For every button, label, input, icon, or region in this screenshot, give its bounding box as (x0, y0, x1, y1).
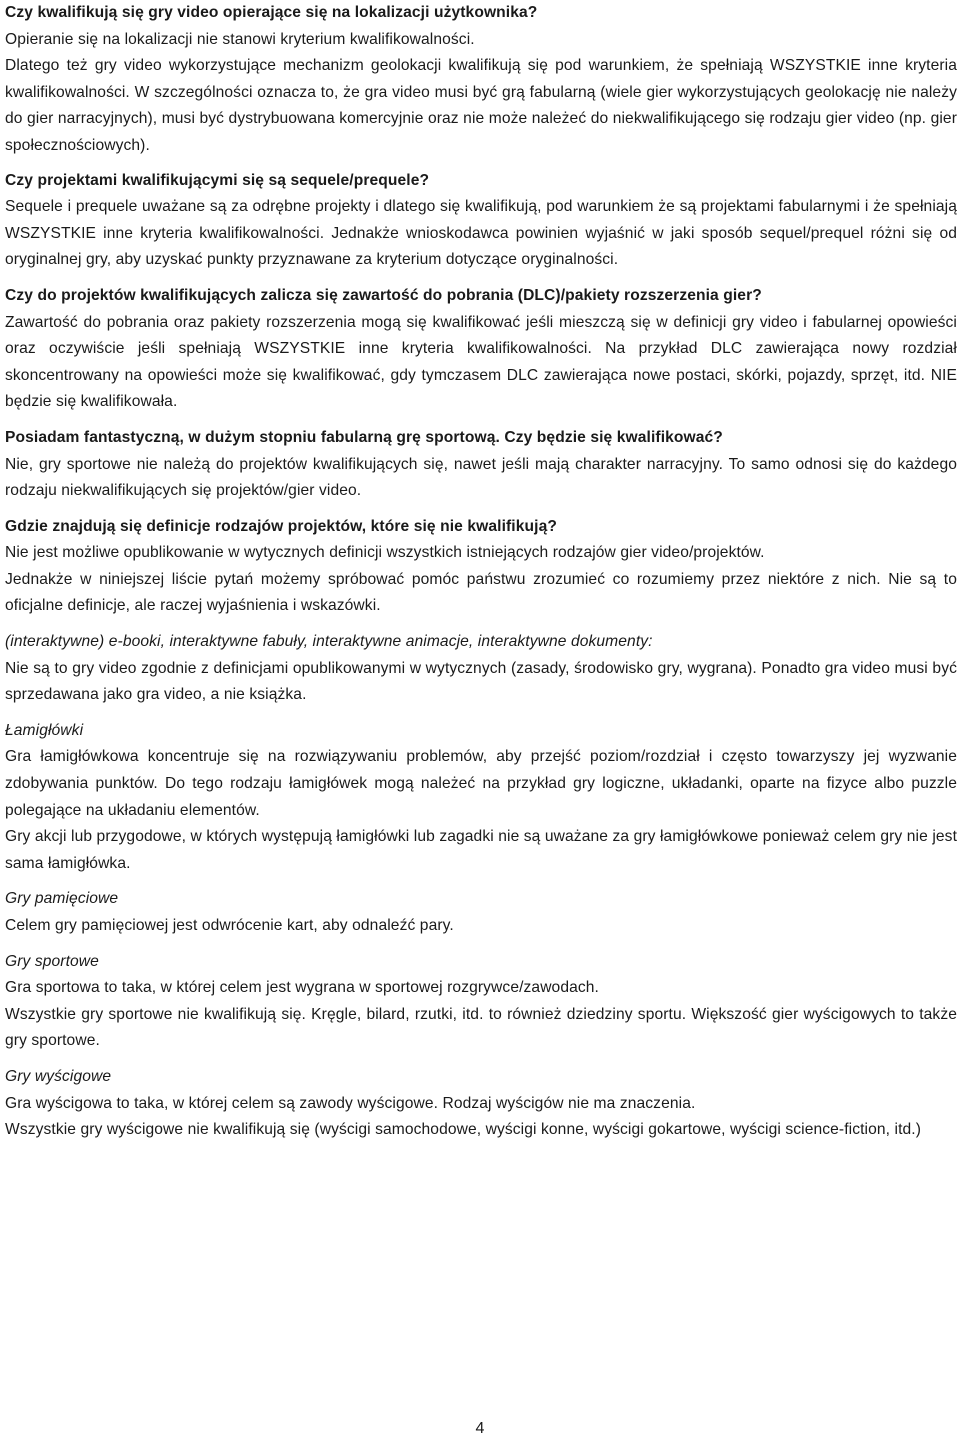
answer-paragraph: Zawartość do pobrania oraz pakiety rozszerzenia mogą się kwalifikować jeśli mieszczą się w definicji gry video i fabularnej opowieści oraz oczywiście jeśli spełniają WSZYSTKIE inne kryteria kwalifikowalności. Na przykład DLC zawierająca nowy rozdział skoncentrowany na opowieści może się kwalifikować, gdy tymczasem DLC zawierająca nowe postaci, skórki, pojazdy, sprzęt, itd. NIE będzie się kwalifikowała. (5, 313, 957, 411)
answer-paragraph: Nie jest możliwe opublikowanie w wytycznych definicji wszystkich istniejących rodzajów gier video/projektów. (5, 544, 765, 562)
faq-question-definitions: Gdzie znajdują się definicje rodzajów projektów, które się nie kwalifikują? (5, 517, 557, 535)
subheading-racing-games: Gry wyścigowe (5, 1067, 112, 1085)
faq-question-sports-game: Posiadam fantastyczną, w dużym stopniu fabularną grę sportową. Czy będzie się kwalifikować? (5, 428, 723, 446)
answer-paragraph: Dlatego też gry video wykorzystujące mechanizm geolokacji kwalifikują się pod warunkiem, że spełniają WSZYSTKIE inne kryteria kwalifikowalności. W szczególności oznacza to, że gra video musi być grą fabularną (wiele gier wykorzystujących geolokację nie należy do gier narracyjnych), musi być dystrybuowana komercyjnie oraz nie może należeć do niekwalifikującego się rodzaju gier video (np. gier społecznościowych). (5, 57, 957, 154)
page-number: 4 (475, 1420, 485, 1437)
definition-paragraph: Wszystkie gry wyścigowe nie kwalifikują się (wyścigi samochodowe, wyścigi konne, wyścigi gokartowe, wyścigi science-fiction, itd.) (5, 1121, 922, 1139)
definition-paragraph: Gra wyścigowa to taka, w której celem są zawody wyścigowe. Rodzaj wyścigów nie ma znaczenia. (5, 1094, 696, 1112)
answer-paragraph: Jednakże w niniejszej liście pytań możemy spróbować pomóc państwu zrozumieć co rozumiemy przez niektóre z nich. Nie są to oficjalne definicje, ale raczej wyjaśnienia i wskazówki. (5, 570, 957, 615)
subheading-memory-games: Gry pamięciowe (5, 890, 119, 908)
definition-paragraph: Nie są to gry video zgodnie z definicjami opublikowanymi w wytycznych (zasady, środowisko gry, wygrana). Ponadto gra video musi być sprzedawana jako gra video, a nie książka. (5, 659, 957, 704)
definition-paragraph: Gra łamigłówkowa koncentruje się na rozwiązywaniu problemów, aby przejść poziom/rozdział i często towarzyszy jej wyzwanie zdobywania punktów. Do tego rodzaju łamigłówek mogą należeć na przykład gry logiczne, układanki, oparte na fizyce albo puzzle polegające na układaniu elementów. (5, 748, 957, 819)
definition-paragraph: Gra sportowa to taka, w której celem jest wygrana w sportowej rozgrywce/zawodach. (5, 979, 599, 997)
faq-question-sequels: Czy projektami kwalifikującymi się są sequele/prequele? (5, 171, 430, 189)
definition-paragraph: Celem gry pamięciowej jest odwrócenie kart, aby odnaleźć pary. (5, 917, 454, 934)
subheading-puzzles: Łamigłówki (5, 721, 84, 739)
definition-paragraph: Wszystkie gry sportowe nie kwalifikują się. Kręgle, bilard, rzutki, itd. to również dziedziny sportu. Większość gier wyścigowych to także gry sportowe. (5, 1005, 957, 1050)
faq-question-geolocation: Czy kwalifikują się gry video opierające się na lokalizacji użytkownika? (5, 4, 538, 21)
subheading-sports-games: Gry sportowe (5, 952, 99, 970)
answer-paragraph: Opieranie się na lokalizacji nie stanowi kryterium kwalifikowalności. (5, 30, 475, 48)
answer-paragraph: Nie, gry sportowe nie należą do projektów kwalifikujących się, nawet jeśli mają charakter narracyjny. To samo odnosi się do każdego rodzaju niekwalifikujących się projektów/gier video. (5, 455, 957, 500)
definition-paragraph: Gry akcji lub przygodowe, w których występują łamigłówki lub zagadki nie są uważane za gry łamigłówkowe ponieważ celem gry nie jest sama łamigłówka. (5, 828, 957, 872)
document-page (5, 0, 957, 1144)
subheading-interactive-media: (interaktywne) e-booki, interaktywne fabuły, interaktywne animacje, interaktywne dokumenty: (5, 633, 653, 651)
answer-paragraph: Sequele i prequele uważane są za odrębne projekty i dlatego się kwalifikują, pod warunkiem że są projektami fabularnymi i że spełniają WSZYSTKIE inne kryteria kwalifikowalności. Jednakże wnioskodawca powinien wyjaśnić w jaki sposób sequel/prequel różni się od oryginalnej gry, aby uzyskać punkty przyznawane za kryterium dotyczące oryginalności. (5, 198, 957, 269)
faq-question-dlc: Czy do projektów kwalifikujących zalicza się zawartość do pobrania (DLC)/pakiety rozszerzenia gier? (5, 286, 762, 304)
